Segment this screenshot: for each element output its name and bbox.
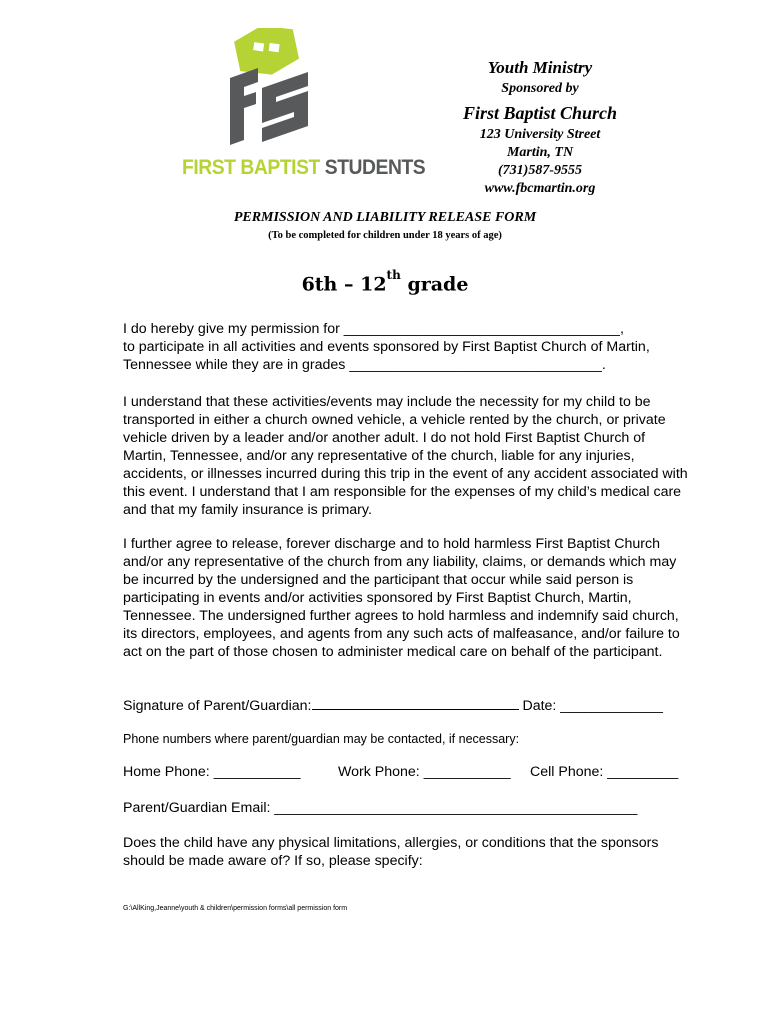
paragraph-line: vehicle driven by a leader and/or another adult. I do not hold First Baptist Church of (123, 430, 646, 446)
grade-range (0, 268, 770, 296)
paragraph-line: its directors, employees, and agents from any such acts of malfeasance, and/or failure to (123, 626, 680, 642)
form-subtitle: (To be completed for children under 18 years of age) (268, 230, 502, 241)
fbs-logo (180, 28, 426, 188)
logo-wordmark-first-baptist: FIRST BAPTIST (182, 156, 320, 179)
paragraph-line: Tennessee. The undersigned further agrees to hold harmless and indemnify said church, (123, 608, 679, 624)
logo-wordmark (182, 156, 425, 180)
grade-suffix: grade (400, 273, 469, 296)
home-phone-field[interactable]: Home Phone: ___________ (123, 764, 301, 780)
paragraph-line: and/or any representative of the church from any liability, claims, or demands which may (123, 554, 677, 570)
city-state: Martin, TN (506, 145, 574, 160)
paragraph-line: act on the part of those chosen to administer medical care on behalf of the participant. (123, 644, 663, 660)
email-field[interactable]: Parent/Guardian Email: ______________________________________________ (123, 800, 638, 816)
paragraph-line: Martin, Tennessee, and/or any representative of the church, liable for any injuries, (123, 448, 635, 464)
date-field[interactable]: Date: _____________ (518, 698, 663, 714)
website: www.fbcmartin.org (484, 181, 596, 196)
phone-note: Phone numbers where parent/guardian may be contacted, if necessary: (123, 732, 520, 746)
paragraph-line: and that my family insurance is primary. (123, 502, 372, 518)
medical-conditions-question (123, 834, 733, 870)
grade-prefix: 6th – 12 (301, 273, 387, 296)
permission-paragraph (123, 320, 733, 374)
phone-number: (731)587-9555 (498, 163, 582, 178)
paragraph-line: should be made aware of? If so, please specify: (123, 853, 423, 869)
cell-phone-field[interactable]: Cell Phone: _________ (530, 764, 679, 780)
paragraph-line: transported in either a church owned vehicle, a vehicle rented by the church, or private (123, 412, 666, 428)
street-address: 123 University Street (479, 127, 601, 142)
ministry-name: Youth Ministry (487, 58, 593, 77)
sponsored-by: Sponsored by (501, 81, 579, 96)
paragraph-line: accidents, or illnesses incurred during this trip in the event of any accident associated with (123, 466, 688, 482)
signature-field[interactable] (312, 695, 519, 710)
paragraph-line: I do hereby give my permission for ___________________________________, (123, 321, 624, 337)
paragraph-line: participating in events and/or activities sponsored by First Baptist Church, Martin, (123, 590, 632, 606)
paragraph-line: Does the child have any physical limitations, allergies, or conditions that the sponsors (123, 835, 659, 851)
signature-row (123, 695, 663, 714)
paragraph-line: I further agree to release, forever discharge and to hold harmless First Baptist Church (123, 536, 661, 552)
work-phone-field[interactable]: Work Phone: ___________ (338, 764, 511, 780)
grade-superscript: th (386, 268, 401, 282)
form-title: PERMISSION AND LIABILITY RELEASE FORM (233, 210, 537, 225)
paragraph-line: Tennessee while they are in grades ________________________________. (123, 357, 606, 373)
fbs-block-letters-icon (180, 28, 380, 158)
paragraph-line: to participate in all activities and events sponsored by First Baptist Church of Martin, (123, 339, 650, 355)
signature-label: Signature of Parent/Guardian: (123, 698, 312, 714)
paragraph-line: I understand that these activities/events may include the necessity for my child to be (123, 394, 651, 410)
church-name: First Baptist Church (462, 103, 618, 123)
paragraph-line: be incurred by the undersigned and the participant that occur while said person is (123, 572, 634, 588)
church-address-block (440, 56, 640, 198)
file-path-footer: G:\AllKing,Jeanne\youth & children\permission forms\all permission form (123, 905, 348, 912)
logo-wordmark-students: STUDENTS (324, 156, 426, 179)
transportation-paragraph (123, 393, 733, 519)
release-paragraph (123, 535, 733, 661)
paragraph-line: this event. I understand that I am responsible for the expenses of my child’s medical care (123, 484, 682, 500)
